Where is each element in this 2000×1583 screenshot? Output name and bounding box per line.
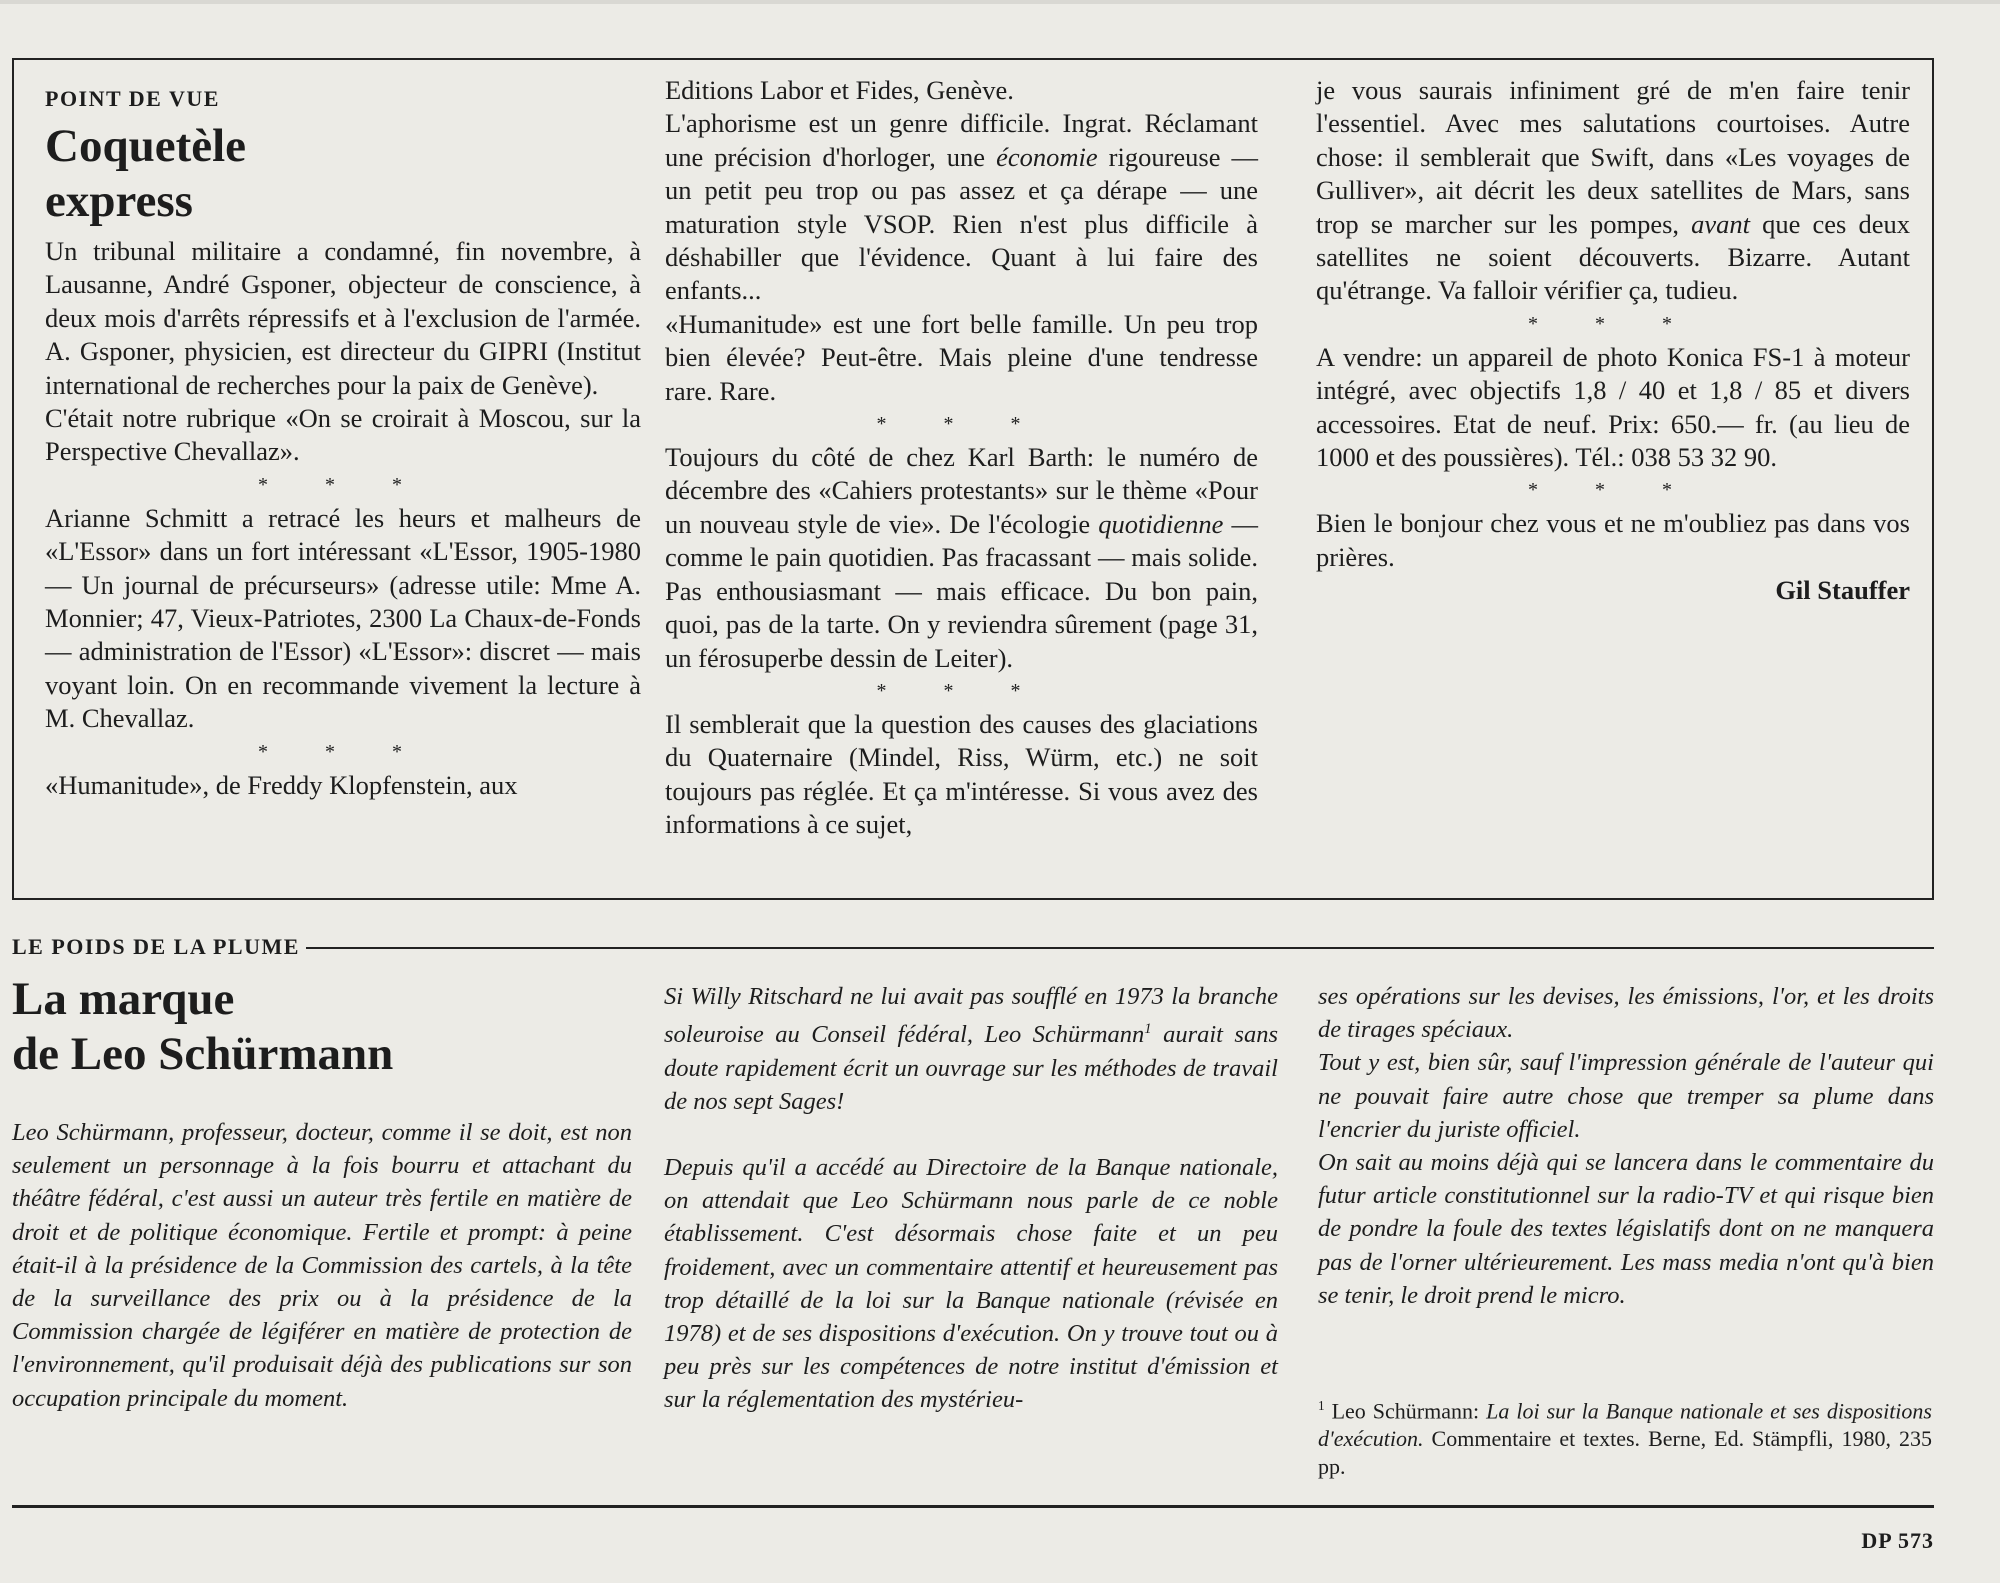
footnote-author: Leo Schürmann: xyxy=(1324,1398,1487,1424)
footnote-marker: 1 xyxy=(1144,1021,1152,1038)
point-de-vue-box xyxy=(12,58,1934,900)
section-separator: * * * xyxy=(1528,479,1698,502)
plume-paragraph: Tout y est, bien sûr, sauf l'impression générale de l'auteur qui ne pouvait faire autre chose que tremper sa plume dans l'encrier du juriste officiel. xyxy=(1318,1049,1934,1143)
pdv-paragraph: Il semblerait que la question des causes des glaciations du Quaternaire (Mindel, Riss, Würm, etc.) ne soit toujours pas réglée. Et ça m'intéresse. Si vous avez des informations à ce sujet, xyxy=(665,708,1258,840)
plume-headline-line2: de Leo Schürmann xyxy=(12,1028,394,1080)
page-number: DP 573 xyxy=(1861,1528,1934,1553)
plume-headline xyxy=(12,972,652,1082)
text-run: je vous saurais infiniment gré de m'en faire tenir l'essentiel. Avec mes salutations courtoises. Autre chose: il semblerait que Swift, dans «Les voyages de Gulliver», ait décrit les deux satellites de Mars, sans trop se marcher sur les pompes, xyxy=(1316,75,1910,239)
pdv-paragraph xyxy=(1316,74,1910,308)
pdv-headline xyxy=(45,119,641,229)
emphasis: quotidienne xyxy=(1098,508,1224,539)
section-separator: * * * xyxy=(258,473,428,496)
plume-paragraph: On sait au moins déjà qui se lancera dans le commentaire du futur article constitutionnel sur la radio-TV et qui risque bien de pondre la foule des textes législatifs dont on ne manquera pas de l'orner ultérieurement. Les mass media n'ont qu'à bien se tenir, le droit prend le micro. xyxy=(1318,1149,1934,1309)
top-rule xyxy=(0,0,2000,4)
pdv-column-2 xyxy=(665,74,1258,842)
pdv-headline-line2: express xyxy=(45,175,193,227)
plume-kicker: LE POIDS DE LA PLUME xyxy=(12,932,306,962)
text-run: que ces deux satellites ne soient découverts. Bizarre. Autant qu'étrange. Va falloir vérifier ça, tudieu. xyxy=(1316,208,1910,306)
footnote-details: Commentaire et textes. Berne, Ed. Stämpfli, 1980, 235 pp. xyxy=(1318,1426,1932,1480)
plume-paragraph: Leo Schürmann, professeur, docteur, comme il se doit, est non seulement un personnage à la fois bourru et attachant du théâtre fédéral, c'est aussi un auteur très fertile en matière de droit et de politique économique. Fertile et prompt: à peine était-il à la présidence de la Commission des cartels, à la tête de la surveillance des prix ou à la présidence de la Commission chargée de légiférer en matière de protection de l'environnement, qu'il produisait déjà des publications sur son occupation principale du moment. xyxy=(12,1119,632,1412)
text-run: Si Willy Ritschard ne lui avait pas soufflé en 1973 la branche soleuroise au Conseil fédéral, Leo Schürmann xyxy=(664,983,1278,1049)
section-separator: * * * xyxy=(1528,312,1698,335)
plume-paragraph xyxy=(664,980,1278,1118)
plume-paragraph: ses opérations sur les devises, les émissions, l'or, et les droits de tirages spéciaux. xyxy=(1318,983,1934,1044)
section-separator: * * * xyxy=(876,413,1047,436)
emphasis: avant xyxy=(1691,208,1751,239)
pdv-paragraph: «Humanitude» est une fort belle famille. Un peu trop bien élevée? Peut-être. Mais pleine d'une tendresse rare. Rare. xyxy=(665,308,1258,406)
pdv-paragraph xyxy=(665,107,1258,307)
plume-kicker-row xyxy=(12,932,1934,962)
pdv-column-3 xyxy=(1316,74,1910,608)
pdv-paragraph xyxy=(665,441,1258,675)
pdv-paragraph: Bien le bonjour chez vous et ne m'oubliez pas dans vos prières. xyxy=(1316,508,1910,572)
pdv-paragraph: Un tribunal militaire a condamné, fin novembre, à Lausanne, André Gsponer, objecteur de conscience, à deux mois d'arrêts répressifs et à l'exclusion de l'armée. A. Gsponer, physicien, est directeur du GIPRI (Institut international de recherches pour la paix de Genève). xyxy=(45,236,641,400)
plume-column-3 xyxy=(1318,980,1934,1312)
footnote-number: 1 xyxy=(1318,1398,1325,1413)
pdv-paragraph: Editions Labor et Fides, Genève. xyxy=(665,75,1014,105)
author-signature: Gil Stauffer xyxy=(1775,575,1910,606)
text-run: rigoureuse — un petit peu trop ou pas assez et ça dérape — une maturation style VSOP. Rien n'est plus difficile à déshabiller que l'évidence. Quant à lui faire des enfants... xyxy=(665,141,1258,306)
text-run: aurait sans doute rapidement écrit un ouvrage sur les méthodes de travail de nos sept Sages! xyxy=(664,1021,1279,1115)
pdv-paragraph: A vendre: un appareil de photo Konica FS-1 à moteur intégré, avec objectifs 1,8 / 40 et 1,8 / 85 et divers accessoires. Etat de neuf. Prix: 650.— fr. (au lieu de 1000 et des poussières). Tél.: 038 53 32 90. xyxy=(1316,341,1910,473)
text-run: Toujours du côté de chez Karl Barth: le numéro de décembre des «Cahiers protestants» sur le thème «Pour un nouveau style de vie». De l'écologie xyxy=(665,442,1258,539)
pdv-headline-line1: Coquetèle xyxy=(45,120,247,172)
bottom-rule xyxy=(12,1505,1934,1508)
plume-headline-line1: La marque xyxy=(12,973,235,1025)
pdv-kicker: POINT DE VUE xyxy=(45,86,220,111)
section-separator: * * * xyxy=(876,679,1047,702)
plume-column-1 xyxy=(12,1116,632,1415)
text-run: — comme le pain quotidien. Pas fracassant — mais solide. Pas enthousiasmant — mais efficace. Du bon pain, quoi, pas de la tarte. On y reviendra sûrement (page 31, un férosuperbe dessin de Leiter). xyxy=(665,508,1258,673)
plume-column-2 xyxy=(664,980,1278,1417)
pdv-paragraph: Arianne Schmitt a retracé les heurs et malheurs de «L'Essor» dans un fort intéressant «L'Essor, 1905-1980 — Un journal de précurseurs» (adresse utile: Mme A. Monnier; 47, Vieux-Patriotes, 2300 La Chaux-de-Fonds — administration de l'Essor) «L'Essor»: discret — mais voyant loin. On en recommande vivement la lecture à M. Chevallaz. xyxy=(45,502,641,734)
pdv-paragraph: «Humanitude», de Freddy Klopfenstein, aux xyxy=(45,769,518,800)
section-separator: * * * xyxy=(258,740,428,763)
footnote-title: La loi sur la Banque nationale et ses dispositions d'exécution. xyxy=(1318,1398,1932,1452)
paragraph-gap xyxy=(664,1118,1278,1151)
plume-paragraph: Depuis qu'il a accédé au Directoire de la Banque nationale, on attendait que Leo Schürmann nous parle de ce noble établissement. C'est désormais chose faite et un peu froidement, avec un commentaire attentif et heureusement pas trop détaillé de la loi sur la Banque nationale (révisée en 1978) et de ses dispositions d'exécution. On y trouve tout ou à peu près sur les compétences de notre institut d'émission et sur la réglementation des mystérieu- xyxy=(664,1153,1278,1414)
pdv-column-1 xyxy=(45,82,641,802)
footnote xyxy=(1318,1392,1932,1481)
text-run: L'aphorisme est un genre difficile. Ingrat. Réclamant une précision d'horloger, une xyxy=(665,108,1258,172)
pdv-paragraph: C'était notre rubrique «On se croirait à Moscou, sur la Perspective Chevallaz». xyxy=(45,403,641,467)
emphasis: économie xyxy=(996,141,1098,172)
